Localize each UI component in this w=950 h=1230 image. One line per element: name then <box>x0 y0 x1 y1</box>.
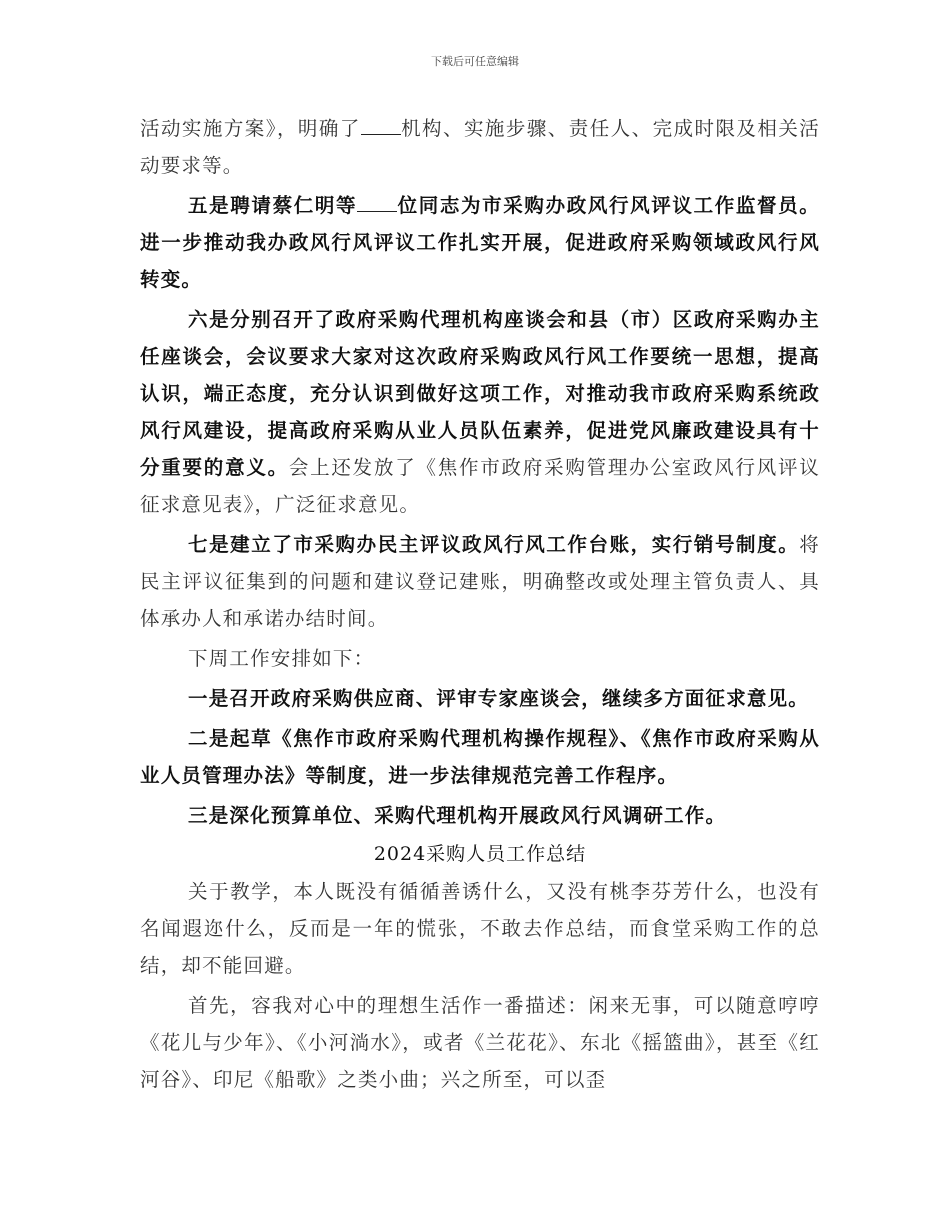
paragraph-next-week-intro: 下周工作安排如下： <box>188 647 375 670</box>
paragraph-next-week-two: 二是起草《焦作市政府采购代理机构操作规程》、《焦作市政府采购从业人员管理办法》等制度，进一步法律规范完善工作程序。 <box>140 727 820 787</box>
fill-in-blank <box>361 116 401 135</box>
paragraph-text: 位同志为市采购办政风行风评议工作监督员。进一步推动我办政风行风评议工作扎实开展，促进政府采购领域政风行风转变。 <box>140 194 820 291</box>
paragraph-bold-text: 六是分别召开了政府采购代理机构座谈会和县（市）区政府采购办主任座谈会，会议要求大家对这次政府采购政风行风工作要统一思想，提高认识，端正态度，充分认识到做好这项工作，对推动我市政府采购系统政风行风建设，提高政府采购从业人员队伍素养，促进党风廉政建设具有十分重要的意义。 <box>140 308 820 479</box>
fill-in-blank <box>357 193 397 212</box>
paragraph-teaching: 关于教学，本人既没有循循善诱什么，又没有桃李芬芳什么，也没有名闻遐迩什么，反而是一年的慌张，不敢去作总结，而食堂采购工作的总结，却不能回避。 <box>140 880 820 977</box>
paragraph-text: 机构、实施步骤、责任人、完成时限及相关活动要求等。 <box>140 117 820 177</box>
section-title: 2024采购人员工作总结 <box>373 843 587 865</box>
paragraph-normal-text: 会上还发放了《焦作市政府采购管理办公室政风行风评议征求意见表》，广泛征求意见。 <box>140 456 820 516</box>
paragraph-ideal-life: 首先，容我对心中的理想生活作一番描述：闲来无事，可以随意哼哼《花儿与少年》、《小河淌水》，或者《兰花花》、东北《摇篮曲》，甚至《红河谷》、印尼《船歌》之类小曲；兴之所至，可以歪 <box>140 994 820 1091</box>
paragraph-next-week-three: 三是深化预算单位、采购代理机构开展政风行风调研工作。 <box>188 804 727 827</box>
page-header: 下载后可任意编辑 <box>431 55 519 68</box>
document-body <box>140 110 820 1101</box>
paragraph-item-six <box>140 301 820 523</box>
paragraph-normal-text: 将民主评议征集到的问题和建议登记建账，明确整改或处理主管负责人、具体承办人和承诺办结时间。 <box>140 533 820 630</box>
paragraph-item-seven <box>140 526 820 637</box>
paragraph-text: 活动实施方案》，明确了 <box>140 117 361 140</box>
paragraph-text: 五是聘请蔡仁明等 <box>188 194 358 217</box>
paragraph-activity-plan <box>140 110 820 184</box>
paragraph-next-week-one: 一是召开政府采购供应商、评审专家座谈会，继续多方面征求意见。 <box>188 687 810 710</box>
paragraph-item-five <box>140 187 820 298</box>
paragraph-bold-text: 七是建立了市采购办民主评议政风行风工作台账，实行销号制度。 <box>188 533 800 556</box>
